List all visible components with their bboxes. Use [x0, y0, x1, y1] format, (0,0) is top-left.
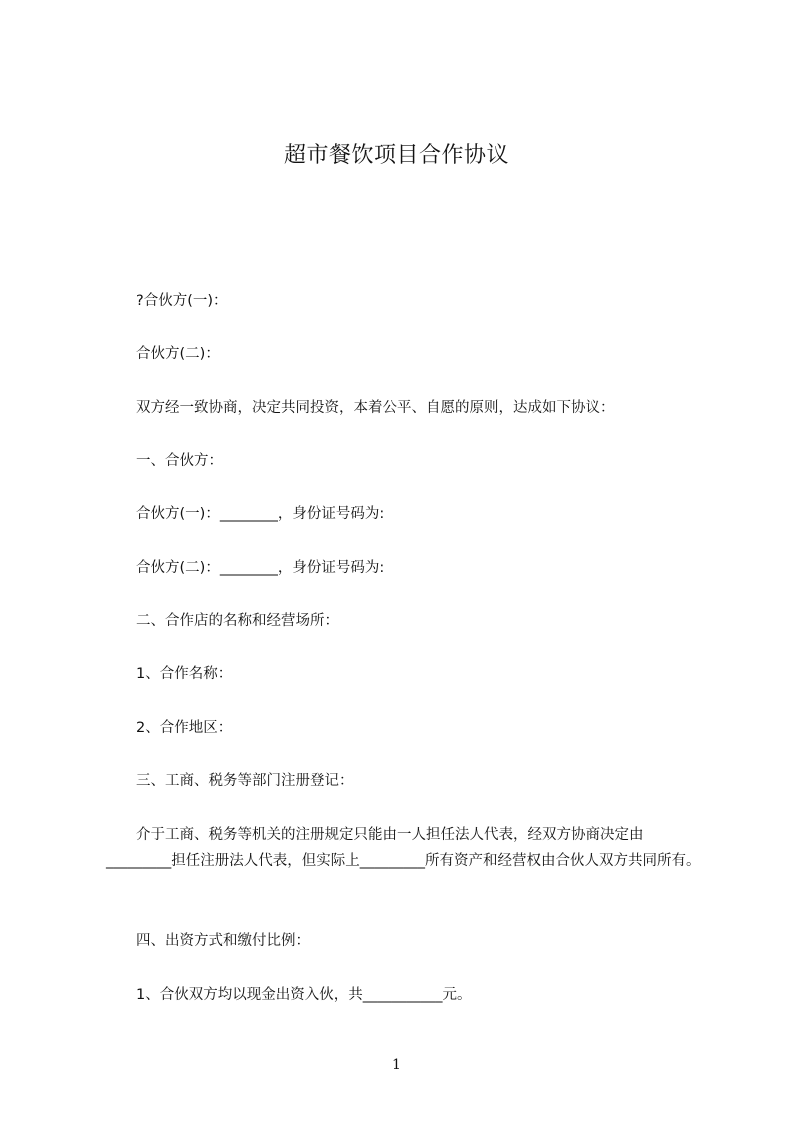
party-one-id-line: 合伙方(一)：________，身份证号码为: [136, 506, 385, 522]
section-1-heading: 一、合伙方： [136, 453, 223, 469]
document-title: 超市餐饮项目合作协议 [283, 143, 509, 168]
page-number: 1 [392, 1057, 401, 1073]
section-3-heading: 三、工商、税务等部门注册登记： [136, 773, 354, 789]
registration-paragraph: 介于工商、税务等机关的注册规定只能由一人担任法人代表，经双方协商决定由_________担任注册法人代表，但实际上_________所有资产和经营权由合伙人双方共同所有。 [106, 827, 701, 869]
section-4-heading: 四、出资方式和缴付比例： [136, 933, 310, 949]
cooperation-area-line: 2、合作地区： [136, 720, 233, 736]
agreement-intro: 双方经一致协商，决定共同投资，本着公平、自愿的原则，达成如下协议： [136, 400, 615, 416]
section-2-heading: 二、合作店的名称和经营场所： [136, 613, 339, 629]
party-two-id-line: 合伙方(二)：________，身份证号码为: [136, 560, 385, 576]
capital-contribution-line: 1、合伙双方均以现金出资入伙，共___________元。 [136, 987, 472, 1003]
party-two-line: 合伙方(二)： [136, 346, 220, 362]
cooperation-name-line: 1、合作名称： [136, 666, 233, 682]
party-one-line: ?合伙方(一)： [136, 293, 228, 309]
